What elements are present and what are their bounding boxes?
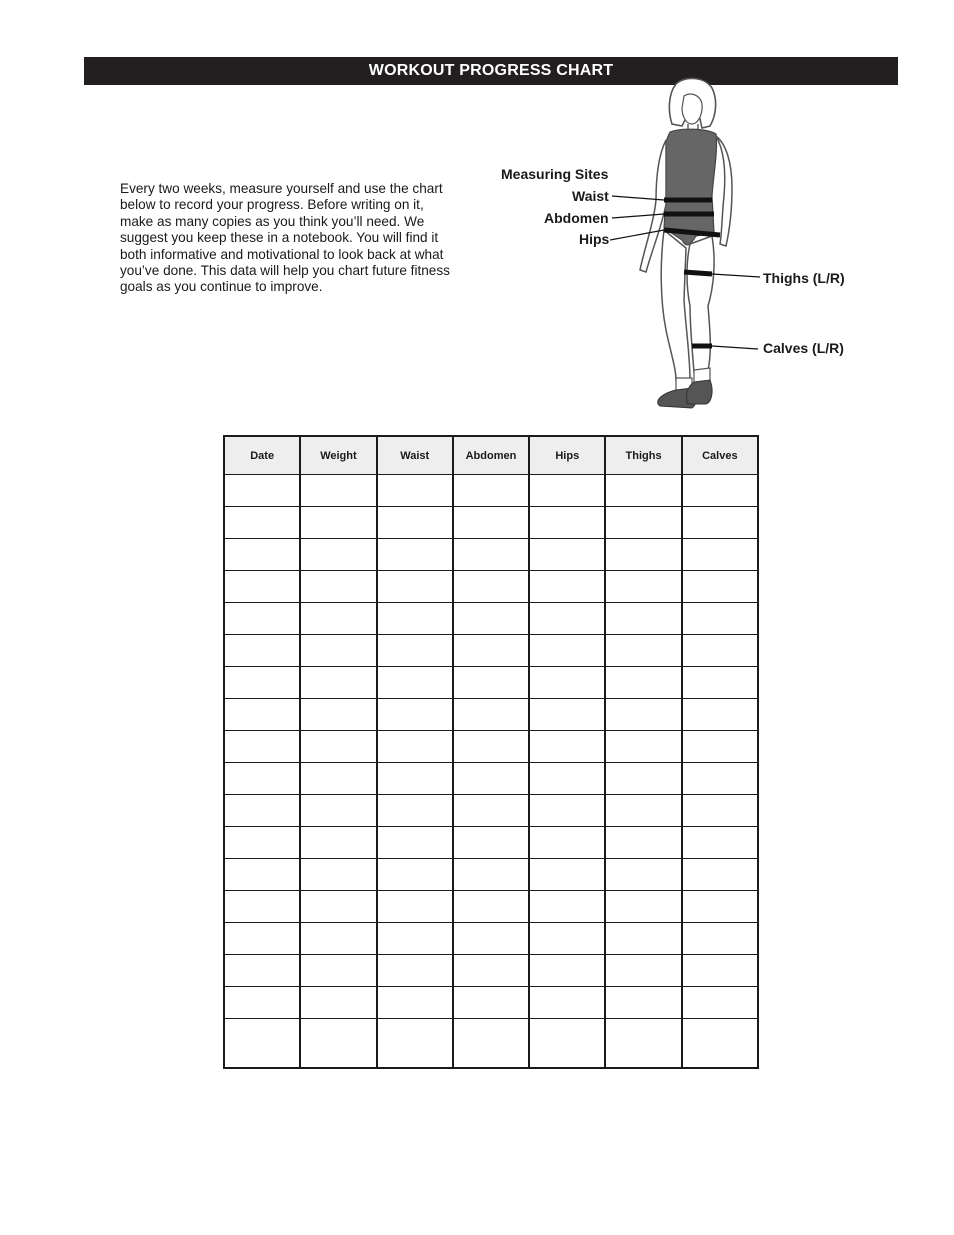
table-header-row	[224, 436, 758, 475]
table-row	[224, 763, 758, 795]
table-cell-thighs[interactable]	[605, 827, 681, 859]
table-cell-weight[interactable]	[300, 795, 376, 827]
column-header-hips: Hips	[529, 436, 605, 475]
table-cell-hips[interactable]	[529, 763, 605, 795]
table-cell-hips[interactable]	[529, 635, 605, 667]
table-cell-hips[interactable]	[529, 699, 605, 731]
table-cell-calves[interactable]	[682, 571, 758, 603]
table-cell-weight[interactable]	[300, 635, 376, 667]
table-cell-abdomen[interactable]	[453, 539, 529, 571]
table-cell-date[interactable]	[224, 859, 300, 891]
table-row	[224, 955, 758, 987]
table-cell-calves[interactable]	[682, 475, 758, 507]
table-cell-calves[interactable]	[682, 987, 758, 1019]
table-cell-hips[interactable]	[529, 955, 605, 987]
table-cell-hips[interactable]	[529, 475, 605, 507]
table-cell-abdomen[interactable]	[453, 1019, 529, 1069]
table-cell-calves[interactable]	[682, 763, 758, 795]
table-cell-date[interactable]	[224, 955, 300, 987]
table-row	[224, 667, 758, 699]
table-cell-calves[interactable]	[682, 827, 758, 859]
table-cell-waist[interactable]	[377, 763, 453, 795]
table-cell-weight[interactable]	[300, 507, 376, 539]
table-cell-weight[interactable]	[300, 475, 376, 507]
table-cell-abdomen[interactable]	[453, 731, 529, 763]
table-cell-abdomen[interactable]	[453, 795, 529, 827]
table-cell-thighs[interactable]	[605, 603, 681, 635]
table-cell-hips[interactable]	[529, 891, 605, 923]
table-cell-thighs[interactable]	[605, 891, 681, 923]
table-cell-abdomen[interactable]	[453, 475, 529, 507]
abdomen-label: Abdomen	[544, 210, 609, 226]
table-cell-date[interactable]	[224, 571, 300, 603]
table-cell-calves[interactable]	[682, 731, 758, 763]
table-cell-weight[interactable]	[300, 699, 376, 731]
table-cell-calves[interactable]	[682, 891, 758, 923]
calves-label: Calves (L/R)	[763, 340, 844, 356]
table-row	[224, 923, 758, 955]
table-cell-waist[interactable]	[377, 635, 453, 667]
table-row	[224, 475, 758, 507]
table-body	[224, 475, 758, 1069]
table-cell-waist[interactable]	[377, 923, 453, 955]
table-cell-thighs[interactable]	[605, 635, 681, 667]
table-cell-waist[interactable]	[377, 795, 453, 827]
table-cell-hips[interactable]	[529, 507, 605, 539]
table-cell-weight[interactable]	[300, 731, 376, 763]
table-cell-date[interactable]	[224, 475, 300, 507]
table-cell-date[interactable]	[224, 539, 300, 571]
table-cell-thighs[interactable]	[605, 923, 681, 955]
table-cell-waist[interactable]	[377, 475, 453, 507]
table-row	[224, 507, 758, 539]
table-cell-weight[interactable]	[300, 987, 376, 1019]
table-cell-waist[interactable]	[377, 699, 453, 731]
table-cell-thighs[interactable]	[605, 475, 681, 507]
waist-label: Waist	[572, 188, 609, 204]
table-row	[224, 891, 758, 923]
table-cell-abdomen[interactable]	[453, 603, 529, 635]
table-cell-abdomen[interactable]	[453, 859, 529, 891]
table-row	[224, 571, 758, 603]
table-cell-hips[interactable]	[529, 859, 605, 891]
table-cell-calves[interactable]	[682, 859, 758, 891]
table-cell-thighs[interactable]	[605, 1019, 681, 1069]
table-cell-thighs[interactable]	[605, 539, 681, 571]
hips-label: Hips	[579, 231, 610, 247]
table-cell-thighs[interactable]	[605, 571, 681, 603]
table-cell-thighs[interactable]	[605, 987, 681, 1019]
table-cell-thighs[interactable]	[605, 731, 681, 763]
table-cell-thighs[interactable]	[605, 859, 681, 891]
column-header-waist: Waist	[377, 436, 453, 475]
table-cell-calves[interactable]	[682, 923, 758, 955]
table-cell-abdomen[interactable]	[453, 507, 529, 539]
table-row	[224, 795, 758, 827]
table-cell-waist[interactable]	[377, 539, 453, 571]
table-cell-waist[interactable]	[377, 827, 453, 859]
table-cell-thighs[interactable]	[605, 507, 681, 539]
table-cell-calves[interactable]	[682, 699, 758, 731]
thighs-label: Thighs (L/R)	[763, 270, 845, 286]
table-cell-abdomen[interactable]	[453, 955, 529, 987]
table-cell-abdomen[interactable]	[453, 667, 529, 699]
table-cell-thighs[interactable]	[605, 699, 681, 731]
table-cell-abdomen[interactable]	[453, 827, 529, 859]
column-header-calves: Calves	[682, 436, 758, 475]
title-text: WORKOUT PROGRESS CHART	[368, 62, 614, 79]
table-cell-weight[interactable]	[300, 571, 376, 603]
column-header-thighs: Thighs	[605, 436, 681, 475]
table-cell-thighs[interactable]	[605, 763, 681, 795]
table-cell-waist[interactable]	[377, 603, 453, 635]
table-cell-waist[interactable]	[377, 667, 453, 699]
table-cell-hips[interactable]	[529, 571, 605, 603]
table-row	[224, 635, 758, 667]
table-cell-date[interactable]	[224, 891, 300, 923]
table-cell-date[interactable]	[224, 827, 300, 859]
table-cell-calves[interactable]	[682, 603, 758, 635]
table-row	[224, 699, 758, 731]
table-cell-waist[interactable]	[377, 955, 453, 987]
table-cell-hips[interactable]	[529, 827, 605, 859]
table-cell-date[interactable]	[224, 795, 300, 827]
table-cell-hips[interactable]	[529, 795, 605, 827]
table-cell-waist[interactable]	[377, 1019, 453, 1069]
table-cell-weight[interactable]	[300, 955, 376, 987]
table-cell-date[interactable]	[224, 635, 300, 667]
table-cell-waist[interactable]	[377, 987, 453, 1019]
table-cell-waist[interactable]	[377, 859, 453, 891]
table-cell-weight[interactable]	[300, 859, 376, 891]
table-cell-hips[interactable]	[529, 539, 605, 571]
progress-table	[223, 435, 759, 1069]
table-cell-waist[interactable]	[377, 731, 453, 763]
table-cell-calves[interactable]	[682, 507, 758, 539]
table-cell-calves[interactable]	[682, 635, 758, 667]
table-cell-abdomen[interactable]	[453, 763, 529, 795]
table-row	[224, 539, 758, 571]
table-cell-weight[interactable]	[300, 1019, 376, 1069]
table-cell-hips[interactable]	[529, 1019, 605, 1069]
table-cell-abdomen[interactable]	[453, 699, 529, 731]
table-cell-calves[interactable]	[682, 667, 758, 699]
column-header-date: Date	[224, 436, 300, 475]
table-cell-thighs[interactable]	[605, 955, 681, 987]
table-cell-date[interactable]	[224, 603, 300, 635]
table-cell-date[interactable]	[224, 731, 300, 763]
table-cell-abdomen[interactable]	[453, 635, 529, 667]
table-row	[224, 731, 758, 763]
column-header-weight: Weight	[300, 436, 376, 475]
table-cell-date[interactable]	[224, 507, 300, 539]
table-row	[224, 603, 758, 635]
table-cell-waist[interactable]	[377, 571, 453, 603]
table-cell-hips[interactable]	[529, 667, 605, 699]
table-row	[224, 827, 758, 859]
table-cell-abdomen[interactable]	[453, 987, 529, 1019]
table-cell-waist[interactable]	[377, 507, 453, 539]
table-cell-thighs[interactable]	[605, 667, 681, 699]
table-cell-calves[interactable]	[682, 795, 758, 827]
table-cell-date[interactable]	[224, 699, 300, 731]
column-header-abdomen: Abdomen	[453, 436, 529, 475]
table-cell-weight[interactable]	[300, 667, 376, 699]
table-cell-hips[interactable]	[529, 923, 605, 955]
table-cell-date[interactable]	[224, 1019, 300, 1069]
table-cell-weight[interactable]	[300, 827, 376, 859]
table-cell-calves[interactable]	[682, 539, 758, 571]
table-cell-calves[interactable]	[682, 1019, 758, 1069]
table-cell-weight[interactable]	[300, 763, 376, 795]
table-cell-abdomen[interactable]	[453, 891, 529, 923]
measuring-sites-heading: Measuring Sites	[501, 166, 609, 182]
table-cell-hips[interactable]	[529, 987, 605, 1019]
page-title	[84, 57, 898, 85]
table-row	[224, 1019, 758, 1069]
table-cell-weight[interactable]	[300, 923, 376, 955]
table-row	[224, 987, 758, 1019]
table-cell-thighs[interactable]	[605, 795, 681, 827]
table-cell-waist[interactable]	[377, 891, 453, 923]
intro-paragraph: Every two weeks, measure yourself and use the chart below to record your progress. Before writing on it, make as many copies as you think you’ll need. We suggest you keep these in a notebook. You will find it both informative and motivational to look back at what you’ve done. This data will help you chart future fitness goals as you continue to improve.	[120, 181, 450, 295]
table-cell-date[interactable]	[224, 987, 300, 1019]
table-cell-date[interactable]	[224, 667, 300, 699]
table-cell-date[interactable]	[224, 763, 300, 795]
table-cell-hips[interactable]	[529, 731, 605, 763]
table-cell-calves[interactable]	[682, 955, 758, 987]
table-cell-abdomen[interactable]	[453, 923, 529, 955]
table-cell-date[interactable]	[224, 923, 300, 955]
table-cell-weight[interactable]	[300, 539, 376, 571]
table-cell-weight[interactable]	[300, 891, 376, 923]
table-row	[224, 859, 758, 891]
table-cell-hips[interactable]	[529, 603, 605, 635]
table-cell-abdomen[interactable]	[453, 571, 529, 603]
table-cell-weight[interactable]	[300, 603, 376, 635]
